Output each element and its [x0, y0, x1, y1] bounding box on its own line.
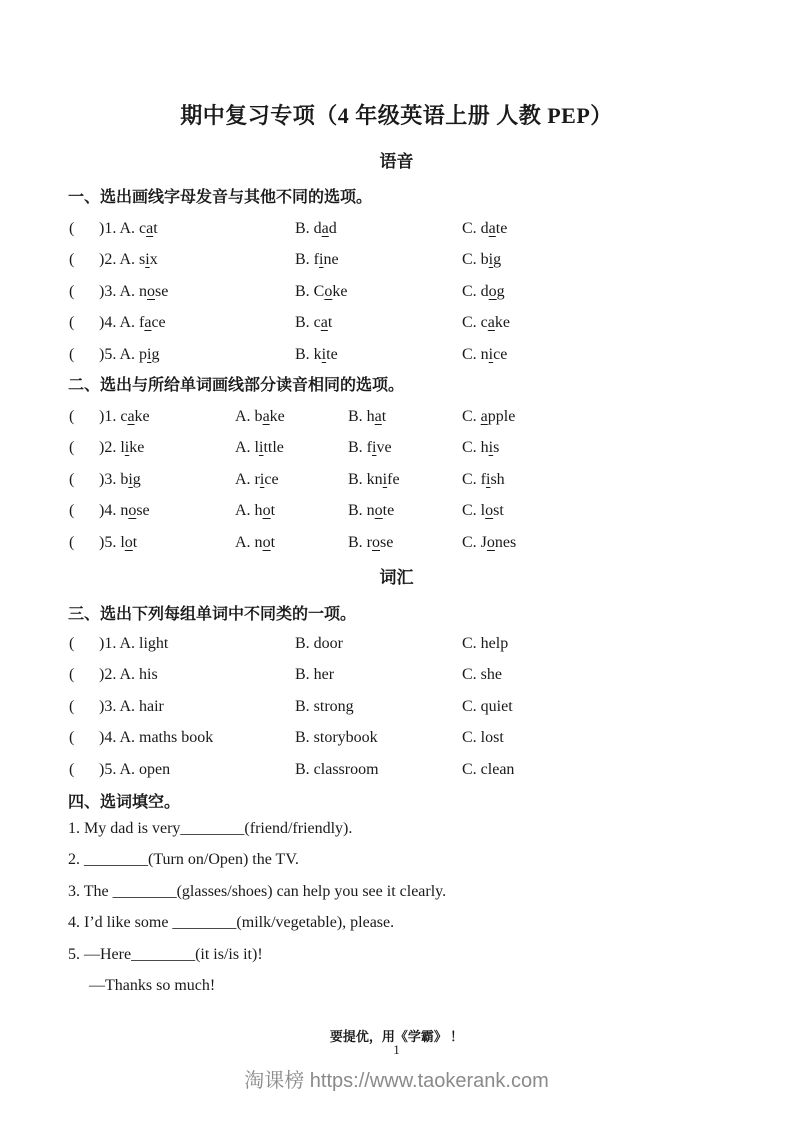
- option-text: C. date: [462, 219, 508, 237]
- question-row: [0, 401, 793, 433]
- option-text: B. cat: [295, 314, 333, 332]
- option-text: B. note: [348, 502, 395, 520]
- option-text: )4. nose: [99, 502, 150, 520]
- question-row: [0, 276, 793, 308]
- option-text: A. not: [235, 533, 276, 551]
- option-text: C. cake: [462, 314, 510, 332]
- option-text: C. quiet: [462, 697, 513, 715]
- question-row: [0, 660, 793, 692]
- option-text: )5. A. pig: [99, 345, 160, 363]
- option-text: )3. A. nose: [99, 282, 169, 300]
- answer-bracket: (: [69, 502, 75, 520]
- option-text: B. her: [295, 666, 335, 684]
- answer-bracket: (: [69, 251, 75, 269]
- fill-blank-item: 5. —Here________(it is/is it)!: [68, 945, 263, 963]
- question-row: [0, 308, 793, 340]
- answer-bracket: (: [69, 407, 75, 425]
- option-text: B. kite: [295, 345, 338, 363]
- part1-question-list: [0, 213, 793, 371]
- option-text: )4. A. face: [99, 314, 166, 332]
- answer-bracket: (: [69, 533, 75, 551]
- question-row: [0, 754, 793, 786]
- page-title: 期中复习专项（4 年级英语上册 人教 PEP）: [180, 103, 613, 128]
- option-text: C. lost: [462, 502, 504, 520]
- option-text: )3. big: [99, 470, 141, 488]
- part3-question-list: [0, 628, 793, 786]
- option-text: C. clean: [462, 760, 515, 778]
- option-text: C. dog: [462, 282, 505, 300]
- option-text: B. door: [295, 634, 343, 652]
- option-text: B. Coke: [295, 282, 348, 300]
- fill-blank-item: 4. I’d like some ________(milk/vegetable), please.: [68, 914, 395, 932]
- option-text: )3. A. hair: [99, 697, 164, 715]
- question-row: [0, 691, 793, 723]
- option-text: A. hot: [235, 502, 276, 520]
- option-text: B. rose: [348, 533, 394, 551]
- fill-blank-item: 3. The ________(glasses/shoes) can help you see it clearly.: [68, 882, 447, 900]
- option-text: A. rice: [235, 470, 279, 488]
- answer-bracket: (: [69, 697, 75, 715]
- option-text: C. fish: [462, 470, 505, 488]
- option-text: B. classroom: [295, 760, 379, 778]
- option-text: )1. cake: [99, 407, 150, 425]
- section-heading-phonetics: 语音: [379, 152, 414, 171]
- option-text: )1. A. cat: [99, 219, 158, 237]
- option-text: C. lost: [462, 729, 504, 747]
- option-text: C. help: [462, 634, 509, 652]
- question-row: [0, 464, 793, 496]
- question-row: [0, 213, 793, 245]
- fill-blank-item: —Thanks so much!: [89, 977, 216, 995]
- question-row: [0, 723, 793, 755]
- question-row: [0, 496, 793, 528]
- option-text: )5. lot: [99, 533, 138, 551]
- option-text: )2. A. six: [99, 251, 158, 269]
- section-heading-vocabulary: 词汇: [379, 568, 414, 587]
- part4-instruction: 四、选词填空。: [68, 794, 181, 811]
- option-text: C. his: [462, 439, 500, 457]
- option-text: B. strong: [295, 697, 354, 715]
- option-text: A. bake: [235, 407, 285, 425]
- option-text: A. little: [235, 439, 284, 457]
- option-text: B. dad: [295, 219, 337, 237]
- part2-instruction: 二、选出与所给单词画线部分读音相同的选项。: [68, 377, 405, 394]
- option-text: C. apple: [462, 407, 516, 425]
- answer-bracket: (: [69, 439, 75, 457]
- option-text: B. knife: [348, 470, 400, 488]
- answer-bracket: (: [69, 760, 75, 778]
- answer-bracket: (: [69, 282, 75, 300]
- option-text: C. nice: [462, 345, 508, 363]
- option-text: )2. A. his: [99, 666, 158, 684]
- option-text: )5. A. open: [99, 760, 171, 778]
- part3-instruction: 三、选出下列每组单词中不同类的一项。: [68, 606, 357, 623]
- question-row: [0, 245, 793, 277]
- answer-bracket: (: [69, 729, 75, 747]
- part1-instruction: 一、选出画线字母发音与其他不同的选项。: [68, 189, 373, 206]
- part4-fill-list: [68, 813, 753, 1002]
- part2-question-list: [0, 401, 793, 559]
- option-text: C. she: [462, 666, 502, 684]
- question-row: [0, 339, 793, 371]
- option-text: C. Jones: [462, 533, 517, 551]
- page-number: 1: [393, 1042, 400, 1057]
- fill-blank-item: 2. ________(Turn on/Open) the TV.: [68, 851, 299, 869]
- question-row: [0, 433, 793, 465]
- option-text: B. five: [348, 439, 392, 457]
- option-text: B. fine: [295, 251, 339, 269]
- option-text: )2. like: [99, 439, 145, 457]
- option-text: B. storybook: [295, 729, 378, 747]
- option-text: B. hat: [348, 407, 387, 425]
- watermark-text: 淘课榜 https://www.taokerank.com: [244, 1070, 549, 1092]
- answer-bracket: (: [69, 314, 75, 332]
- fill-blank-item: 1. My dad is very________(friend/friendly).: [68, 819, 353, 837]
- answer-bracket: (: [69, 470, 75, 488]
- question-row: [0, 527, 793, 559]
- answer-bracket: (: [69, 634, 75, 652]
- answer-bracket: (: [69, 345, 75, 363]
- option-text: C. big: [462, 251, 502, 269]
- option-text: )4. A. maths book: [99, 729, 214, 747]
- answer-bracket: (: [69, 666, 75, 684]
- question-row: [0, 628, 793, 660]
- footer-note: 要提优，用《学霸》 ！: [329, 1029, 464, 1044]
- answer-bracket: (: [69, 219, 75, 237]
- option-text: )1. A. light: [99, 634, 169, 652]
